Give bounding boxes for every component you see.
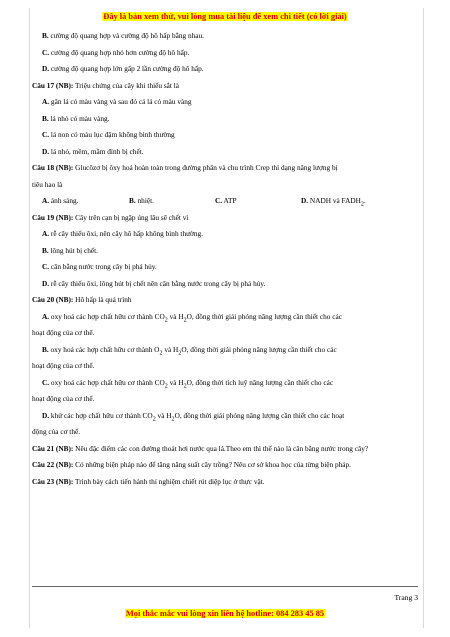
q18-options bbox=[32, 193, 418, 210]
q19-stem: Câu 19 (NB): Cây trên cạn bị ngập úng lâu sẽ chết vì bbox=[32, 212, 189, 222]
q18-option-c: C. ATP bbox=[215, 196, 237, 205]
q19-option-d: D. rễ cây thiếu ôxi, lông hút bị chết nên cân bằng nước trong cây bị phá hủy. bbox=[42, 278, 266, 288]
footer-divider bbox=[32, 586, 418, 587]
q16-option-c: C. cường độ quang hợp nhỏ hơn cường độ hô hấp. bbox=[42, 47, 190, 57]
q17-option-d: D. lá nhỏ, mềm, mầm đỉnh bị chết. bbox=[42, 146, 144, 156]
document-body bbox=[32, 28, 418, 490]
preview-banner: Đây là bản xem thử, vui lòng mua tài liệu để xem chi tiết (có lời giải) bbox=[103, 12, 347, 21]
q21: Câu 21 (NB): Nêu đặc điểm các con đường thoát hơi nước qua lá.Theo em thì thể nào là cân bằng nước trong cây? bbox=[32, 443, 369, 453]
page-number: Trang 3 bbox=[394, 593, 418, 602]
q19-option-a: A. rễ cây thiếu ôxi, nên cây hô hấp không bình thường. bbox=[42, 229, 204, 238]
q19-option-c: C. cân bằng nước trong cây bị phá hủy. bbox=[42, 262, 157, 271]
q20-option-b: B. oxy hoá các hợp chất hữu cơ thành $O_2$ và $H_2O$, đồng thời giải phóng năng lượng cần thiết cho các bbox=[42, 344, 337, 356]
q17-stem: Câu 17 (NB): Triệu chứng của cây khi thiếu sắt là bbox=[32, 80, 180, 90]
q17-option-a: A. gân lá có màu vàng và sau đó cả lá có màu vàng bbox=[42, 97, 192, 106]
q18-stem: Câu 18 (NB): Glucôzơ bị ôxy hoá hoàn toàn trong đường phân và chu trình Crep thì dạng năng lượng bị bbox=[32, 163, 338, 172]
q18-stem-cont: tiêu hao là bbox=[32, 179, 63, 189]
q17-option-b: B. lá nhỏ có màu vàng. bbox=[42, 113, 110, 123]
q16-option-b: B. cường độ quang hợp và cường độ hô hấp bằng nhau. bbox=[42, 31, 204, 40]
q20-stem: Câu 20 (NB): Hô hấp là quá trình bbox=[32, 295, 132, 304]
q17-option-c: C. lá non có màu lục đậm không bình thường bbox=[42, 130, 175, 139]
q20-option-c: C. oxy hoá các hợp chất hữu cơ thành $CO_2$ và $H_2O$, đồng thời tích luỹ năng lượng cần thiết cho các bbox=[42, 377, 334, 389]
q23: Câu 23 (NB): Trình bày cách tiến hành thí nghiệm chiết rút diệp lục ở thực vật. bbox=[32, 476, 265, 486]
q18-option-d: D. NADH và $FADH_2$. bbox=[301, 196, 366, 208]
q20-option-a: A. oxy hoá các hợp chất hữu cơ thành $CO_2$ và $H_2O$, đồng thời giải phóng năng lượng cần thiết cho các bbox=[42, 311, 342, 323]
q18-option-a: A. ánh sáng. bbox=[42, 196, 79, 205]
q20-option-c-cont: hoạt động của cơ thể. bbox=[32, 394, 95, 403]
q20-option-d-cont: động của cơ thể. bbox=[32, 427, 81, 436]
q18-option-b: B. nhiệt. bbox=[129, 196, 154, 205]
q16-option-d: D. cường độ quang hợp lớn gấp 2 lần cường độ hô hấp. bbox=[42, 64, 204, 73]
q22: Câu 22 (NB): Có những biện pháp nào để tăng năng suất cây trồng? Nêu cơ sở khoa học của từng biện pháp. bbox=[32, 460, 351, 469]
q19-option-b: B. lông hút bị chết. bbox=[42, 245, 98, 255]
q20-option-d: D. khử các hợp chất hữu cơ thành $CO_2$ và $H_2O$, đồng thời giải phóng năng lượng cần thiết cho các hoạt bbox=[42, 410, 345, 422]
q20-option-a-cont: hoạt động của cơ thể. bbox=[32, 328, 95, 337]
q20-option-b-cont: hoạt động của cơ thể. bbox=[32, 361, 95, 370]
hotline-banner: Mọi thắc mắc vui lòng xin liên hệ hotline: 084 283 45 85 bbox=[125, 609, 325, 618]
